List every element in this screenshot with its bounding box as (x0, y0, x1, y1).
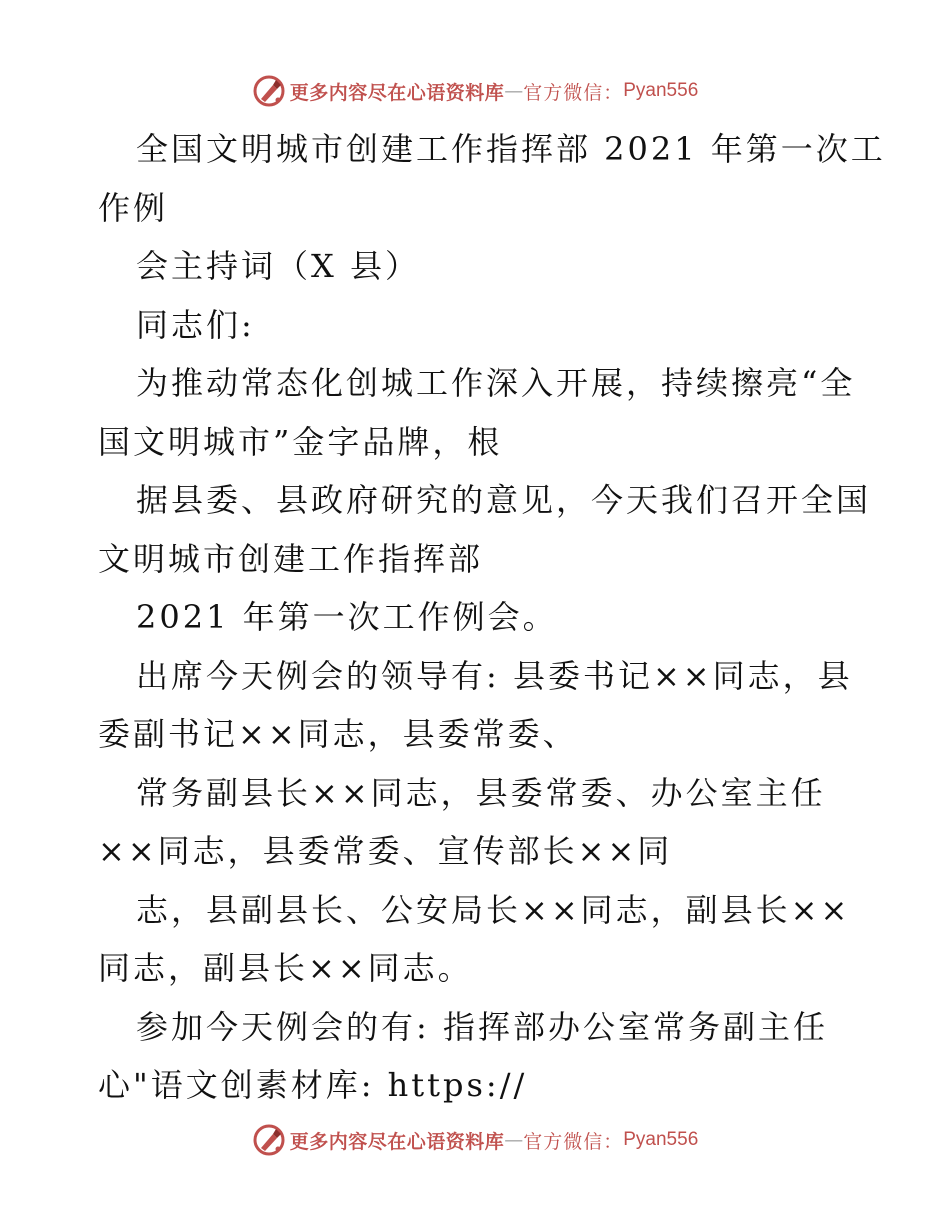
doc-line: 会主持词（X 县） (136, 247, 420, 285)
footer-banner (0, 1120, 950, 1160)
banner-wechat-id: Pyan556 (623, 80, 699, 101)
doc-line: ××同志，县委常委、宣传部长××同 (98, 832, 673, 870)
banner-wechat-label: 官方微信： (523, 1130, 624, 1153)
doc-line: 据县委、县政府研究的意见，今天我们召开全国 (136, 481, 872, 519)
pen-logo-icon (252, 74, 286, 108)
doc-line: 国文明城市”金字品牌，根 (98, 422, 503, 461)
doc-line: 参加今天例会的有: 指挥部办公室常务副主任 (136, 1007, 828, 1046)
banner-title: 更多内容尽在心语资料库 (289, 81, 505, 104)
doc-line: 出席今天例会的领导有: 县委书记××同志，县 (136, 656, 853, 695)
document-body (98, 120, 886, 1115)
header-banner (0, 71, 950, 111)
doc-line: 委副书记××同志，县委常委、 (98, 715, 578, 753)
doc-line: 全国文明城市创建工作指挥部 2021 年第一次工 (136, 130, 886, 168)
doc-line: 心"语文创素材库: https:// (98, 1066, 528, 1104)
doc-line: 为推动常态化创城工作深入开展，持续擦亮“全 (136, 364, 856, 402)
banner-separator: — (504, 80, 524, 102)
doc-line: 2021 年第一次工作例会。 (136, 598, 558, 636)
doc-line: 作例 (98, 188, 169, 227)
banner-title: 更多内容尽在心语资料库 (289, 1130, 505, 1153)
banner-wechat-id: Pyan556 (623, 1129, 699, 1150)
doc-line: 同志们: (136, 305, 255, 344)
doc-line: 文明城市创建工作指挥部 (98, 539, 484, 578)
doc-line: 同志，副县长××同志。 (98, 949, 473, 987)
banner-wechat-label: 官方微信： (523, 81, 624, 104)
doc-line: 志，县副县长、公安局长××同志，副县长×× (136, 890, 851, 929)
doc-line: 常务副县长××同志，县委常委、办公室主任 (136, 773, 826, 812)
pen-logo-icon (252, 1123, 286, 1157)
banner-separator: — (504, 1129, 524, 1151)
